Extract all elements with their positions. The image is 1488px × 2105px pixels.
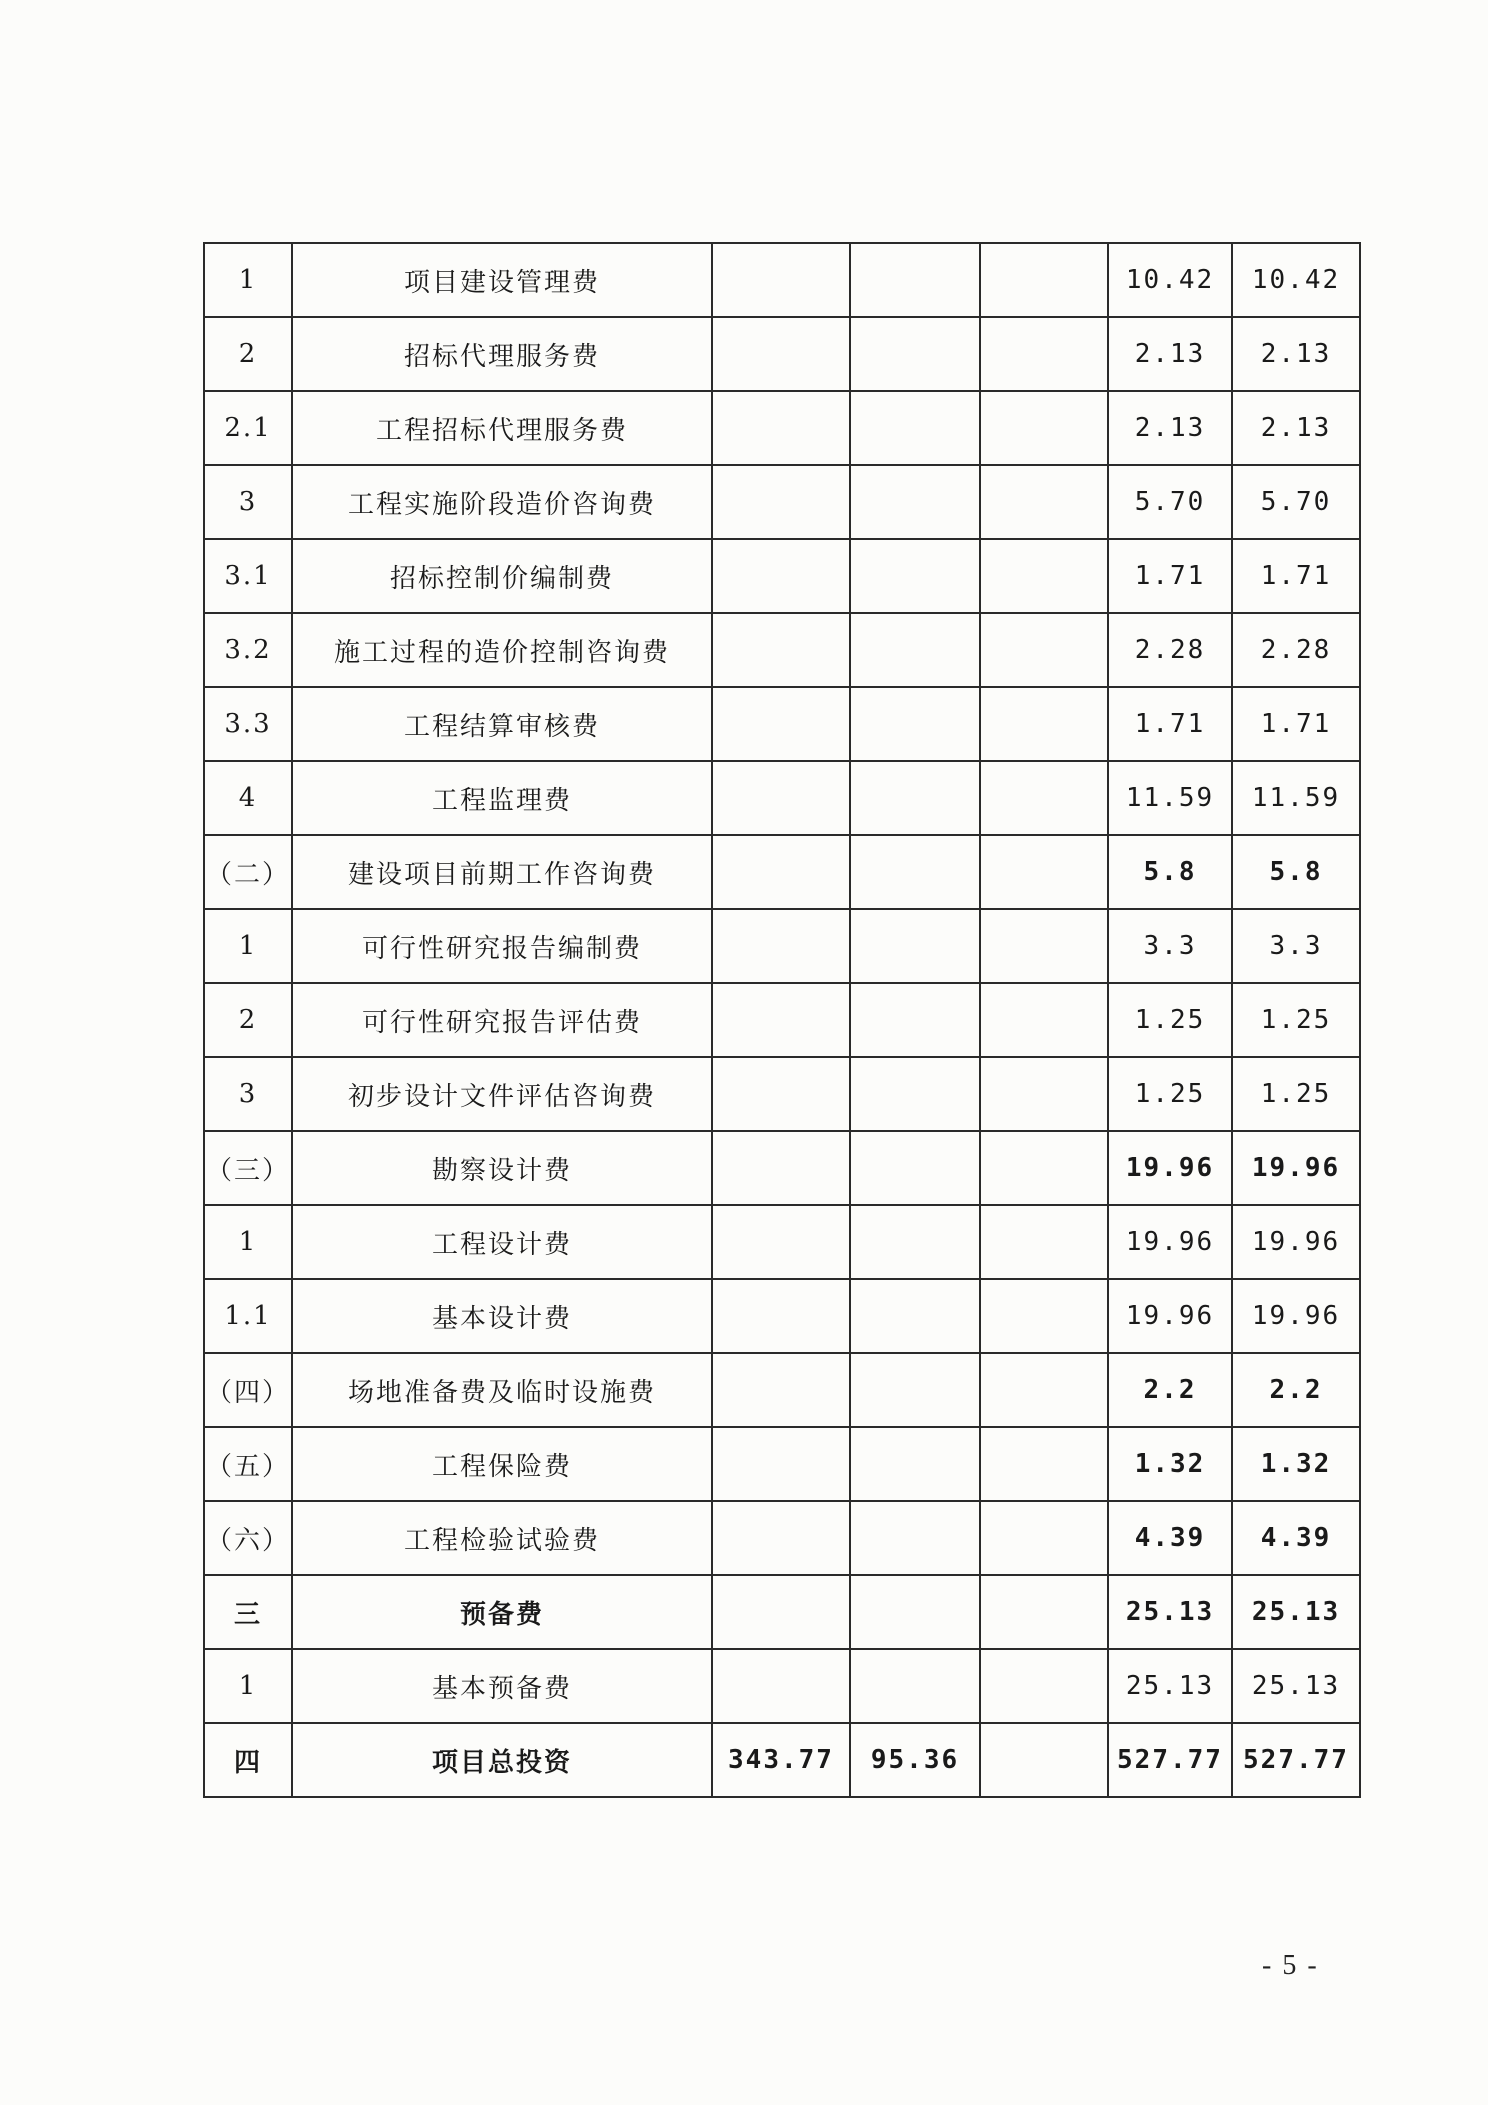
table-row [204, 1353, 1360, 1427]
value-col-1-cell [712, 539, 850, 613]
page-number: - 5 - [1262, 1950, 1319, 1981]
table-row [204, 1575, 1360, 1649]
table-row [204, 687, 1360, 761]
value-col-5-cell: 1.71 [1232, 539, 1360, 613]
table-row [204, 1427, 1360, 1501]
value-col-3-cell [980, 1205, 1108, 1279]
table-row [204, 1205, 1360, 1279]
value-col-1-cell [712, 983, 850, 1057]
row-number-cell: 3 [204, 1057, 292, 1131]
item-name-cell: 可行性研究报告评估费 [292, 983, 712, 1057]
row-number-cell: （三） [204, 1131, 292, 1205]
value-col-2-cell [850, 465, 980, 539]
value-col-2-cell [850, 1279, 980, 1353]
value-col-2-cell [850, 243, 980, 317]
table-row [204, 317, 1360, 391]
value-col-1-cell [712, 1427, 850, 1501]
value-col-4-cell: 1.32 [1108, 1427, 1232, 1501]
value-col-2-cell [850, 1427, 980, 1501]
value-col-1-cell [712, 835, 850, 909]
item-name-cell: 工程结算审核费 [292, 687, 712, 761]
value-col-3-cell [980, 1575, 1108, 1649]
row-number-cell: 3.2 [204, 613, 292, 687]
value-col-2-cell [850, 391, 980, 465]
value-col-4-cell: 19.96 [1108, 1279, 1232, 1353]
value-col-4-cell: 527.77 [1108, 1723, 1232, 1797]
row-number-cell: （二） [204, 835, 292, 909]
value-col-2-cell [850, 1575, 980, 1649]
table-row [204, 539, 1360, 613]
cost-table [203, 242, 1361, 1798]
value-col-2-cell [850, 1131, 980, 1205]
value-col-3-cell [980, 1279, 1108, 1353]
value-col-1-cell [712, 1057, 850, 1131]
table-row [204, 243, 1360, 317]
value-col-5-cell: 2.2 [1232, 1353, 1360, 1427]
value-col-3-cell [980, 1427, 1108, 1501]
table-row [204, 391, 1360, 465]
value-col-5-cell: 25.13 [1232, 1575, 1360, 1649]
value-col-5-cell: 10.42 [1232, 243, 1360, 317]
value-col-2-cell [850, 1057, 980, 1131]
value-col-2-cell: 95.36 [850, 1723, 980, 1797]
item-name-cell: 勘察设计费 [292, 1131, 712, 1205]
item-name-cell: 基本设计费 [292, 1279, 712, 1353]
value-col-2-cell [850, 1501, 980, 1575]
table-row [204, 613, 1360, 687]
item-name-cell: 项目总投资 [292, 1723, 712, 1797]
value-col-1-cell [712, 1501, 850, 1575]
value-col-3-cell [980, 613, 1108, 687]
value-col-4-cell: 10.42 [1108, 243, 1232, 317]
value-col-4-cell: 25.13 [1108, 1649, 1232, 1723]
item-name-cell: 招标控制价编制费 [292, 539, 712, 613]
row-number-cell: 1 [204, 243, 292, 317]
item-name-cell: 工程保险费 [292, 1427, 712, 1501]
value-col-1-cell [712, 243, 850, 317]
value-col-1-cell [712, 1131, 850, 1205]
value-col-3-cell [980, 1353, 1108, 1427]
cost-table-body [204, 243, 1360, 1797]
value-col-1-cell [712, 1279, 850, 1353]
value-col-4-cell: 5.8 [1108, 835, 1232, 909]
value-col-4-cell: 19.96 [1108, 1205, 1232, 1279]
item-name-cell: 施工过程的造价控制咨询费 [292, 613, 712, 687]
value-col-3-cell [980, 909, 1108, 983]
value-col-4-cell: 4.39 [1108, 1501, 1232, 1575]
value-col-1-cell [712, 1353, 850, 1427]
table-row [204, 1501, 1360, 1575]
value-col-1-cell [712, 687, 850, 761]
value-col-1-cell [712, 317, 850, 391]
value-col-4-cell: 11.59 [1108, 761, 1232, 835]
value-col-4-cell: 2.13 [1108, 317, 1232, 391]
value-col-4-cell: 1.71 [1108, 687, 1232, 761]
table-row [204, 983, 1360, 1057]
value-col-3-cell [980, 1649, 1108, 1723]
row-number-cell: （六） [204, 1501, 292, 1575]
value-col-4-cell: 19.96 [1108, 1131, 1232, 1205]
value-col-5-cell: 5.8 [1232, 835, 1360, 909]
value-col-2-cell [850, 983, 980, 1057]
table-row [204, 909, 1360, 983]
value-col-3-cell [980, 983, 1108, 1057]
item-name-cell: 工程实施阶段造价咨询费 [292, 465, 712, 539]
value-col-5-cell: 2.13 [1232, 391, 1360, 465]
value-col-5-cell: 1.25 [1232, 1057, 1360, 1131]
value-col-5-cell: 2.28 [1232, 613, 1360, 687]
table-row [204, 1723, 1360, 1797]
row-number-cell: 3.3 [204, 687, 292, 761]
item-name-cell: 可行性研究报告编制费 [292, 909, 712, 983]
value-col-2-cell [850, 613, 980, 687]
value-col-4-cell: 2.13 [1108, 391, 1232, 465]
row-number-cell: 四 [204, 1723, 292, 1797]
row-number-cell: 1 [204, 1649, 292, 1723]
item-name-cell: 预备费 [292, 1575, 712, 1649]
row-number-cell: 1.1 [204, 1279, 292, 1353]
value-col-3-cell [980, 317, 1108, 391]
item-name-cell: 工程招标代理服务费 [292, 391, 712, 465]
value-col-4-cell: 3.3 [1108, 909, 1232, 983]
item-name-cell: 建设项目前期工作咨询费 [292, 835, 712, 909]
value-col-5-cell: 19.96 [1232, 1279, 1360, 1353]
value-col-1-cell [712, 465, 850, 539]
value-col-5-cell: 527.77 [1232, 1723, 1360, 1797]
table-row [204, 1131, 1360, 1205]
value-col-2-cell [850, 835, 980, 909]
table-row [204, 465, 1360, 539]
item-name-cell: 工程检验试验费 [292, 1501, 712, 1575]
row-number-cell: 1 [204, 909, 292, 983]
value-col-4-cell: 1.71 [1108, 539, 1232, 613]
value-col-2-cell [850, 1649, 980, 1723]
value-col-3-cell [980, 465, 1108, 539]
value-col-1-cell [712, 761, 850, 835]
value-col-3-cell [980, 539, 1108, 613]
value-col-3-cell [980, 1723, 1108, 1797]
row-number-cell: 三 [204, 1575, 292, 1649]
value-col-1-cell [712, 1575, 850, 1649]
value-col-5-cell: 3.3 [1232, 909, 1360, 983]
value-col-4-cell: 25.13 [1108, 1575, 1232, 1649]
value-col-5-cell: 4.39 [1232, 1501, 1360, 1575]
value-col-5-cell: 1.32 [1232, 1427, 1360, 1501]
value-col-3-cell [980, 1131, 1108, 1205]
value-col-4-cell: 1.25 [1108, 1057, 1232, 1131]
value-col-4-cell: 1.25 [1108, 983, 1232, 1057]
value-col-4-cell: 2.28 [1108, 613, 1232, 687]
row-number-cell: 1 [204, 1205, 292, 1279]
value-col-2-cell [850, 1205, 980, 1279]
value-col-1-cell [712, 613, 850, 687]
row-number-cell: 2 [204, 317, 292, 391]
row-number-cell: （五） [204, 1427, 292, 1501]
value-col-5-cell: 1.71 [1232, 687, 1360, 761]
value-col-1-cell [712, 1649, 850, 1723]
table-row [204, 835, 1360, 909]
value-col-3-cell [980, 391, 1108, 465]
value-col-2-cell [850, 317, 980, 391]
value-col-1-cell [712, 391, 850, 465]
item-name-cell: 初步设计文件评估咨询费 [292, 1057, 712, 1131]
item-name-cell: 招标代理服务费 [292, 317, 712, 391]
value-col-4-cell: 2.2 [1108, 1353, 1232, 1427]
value-col-1-cell [712, 909, 850, 983]
value-col-5-cell: 11.59 [1232, 761, 1360, 835]
value-col-3-cell [980, 761, 1108, 835]
item-name-cell: 项目建设管理费 [292, 243, 712, 317]
row-number-cell: 3.1 [204, 539, 292, 613]
value-col-5-cell: 2.13 [1232, 317, 1360, 391]
value-col-5-cell: 19.96 [1232, 1205, 1360, 1279]
value-col-2-cell [850, 539, 980, 613]
value-col-3-cell [980, 1057, 1108, 1131]
item-name-cell: 基本预备费 [292, 1649, 712, 1723]
table-row [204, 1057, 1360, 1131]
table-row [204, 1649, 1360, 1723]
row-number-cell: 2.1 [204, 391, 292, 465]
value-col-1-cell: 343.77 [712, 1723, 850, 1797]
value-col-2-cell [850, 761, 980, 835]
row-number-cell: 4 [204, 761, 292, 835]
value-col-5-cell: 25.13 [1232, 1649, 1360, 1723]
row-number-cell: （四） [204, 1353, 292, 1427]
value-col-3-cell [980, 835, 1108, 909]
row-number-cell: 3 [204, 465, 292, 539]
table-row [204, 761, 1360, 835]
item-name-cell: 工程监理费 [292, 761, 712, 835]
value-col-5-cell: 19.96 [1232, 1131, 1360, 1205]
value-col-3-cell [980, 243, 1108, 317]
value-col-2-cell [850, 1353, 980, 1427]
value-col-5-cell: 1.25 [1232, 983, 1360, 1057]
table-row [204, 1279, 1360, 1353]
row-number-cell: 2 [204, 983, 292, 1057]
value-col-1-cell [712, 1205, 850, 1279]
value-col-3-cell [980, 1501, 1108, 1575]
value-col-5-cell: 5.70 [1232, 465, 1360, 539]
item-name-cell: 工程设计费 [292, 1205, 712, 1279]
value-col-2-cell [850, 687, 980, 761]
value-col-4-cell: 5.70 [1108, 465, 1232, 539]
value-col-2-cell [850, 909, 980, 983]
item-name-cell: 场地准备费及临时设施费 [292, 1353, 712, 1427]
value-col-3-cell [980, 687, 1108, 761]
